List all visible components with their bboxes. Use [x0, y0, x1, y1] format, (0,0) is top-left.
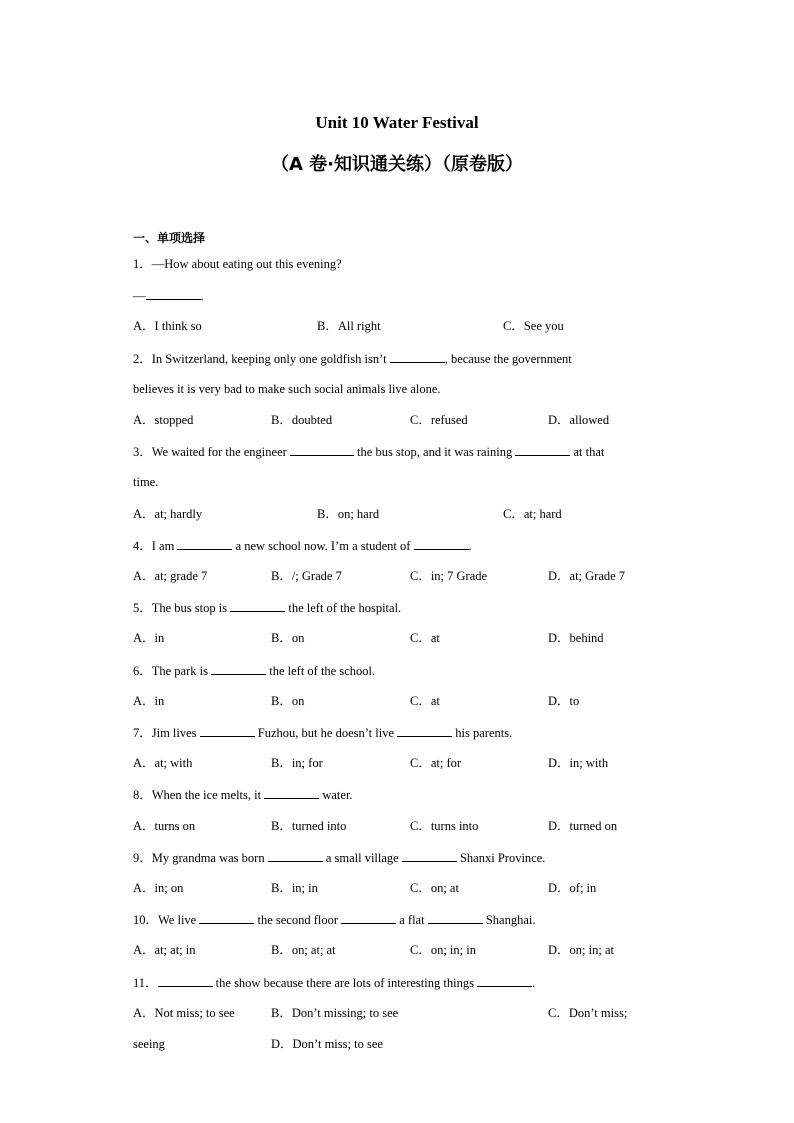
- question-9-option-a: A．in; on: [133, 881, 184, 895]
- question-4-stem: 4．I am a new school now. I’m a student of .: [133, 539, 472, 553]
- question-7-option-c: C．at; for: [410, 756, 462, 770]
- question-4-option-c: C．in; 7 Grade: [410, 569, 488, 583]
- question-9-stem: 9．My grandma was born a small village Shanxi Province.: [133, 851, 546, 865]
- question-5-option-a: A．in: [133, 631, 165, 645]
- answer-blank: [264, 786, 319, 799]
- question-11-option-d: D．Don’t miss; to see: [271, 1037, 383, 1051]
- question-10-option-a: A．at; at; in: [133, 943, 196, 957]
- question-3-stem-line2: time.: [133, 475, 159, 489]
- question-5-option-c: C．at: [410, 631, 440, 645]
- answer-blank: [515, 443, 570, 456]
- answer-blank: [414, 537, 469, 550]
- question-8-option-c: C．turns into: [410, 819, 479, 833]
- question-2-stem: 2．In Switzerland, keeping only one goldfish isn’t , because the government: [133, 352, 572, 366]
- answer-blank: [200, 724, 255, 737]
- question-8-stem: 8．When the ice melts, it water.: [133, 788, 353, 802]
- question-1-option-a: A．I think so: [133, 319, 202, 333]
- question-1-stem: 1．—How about eating out this evening?: [133, 257, 342, 271]
- answer-blank: [146, 287, 201, 300]
- question-6-option-d: D．to: [548, 694, 580, 708]
- question-2-option-d: D．allowed: [548, 413, 610, 427]
- answer-blank: [211, 662, 266, 675]
- question-3-option-b: B．on; hard: [317, 507, 380, 521]
- question-4-option-a: A．at; grade 7: [133, 569, 208, 583]
- question-7-stem: 7．Jim lives Fuzhou, but he doesn’t live his parents.: [133, 726, 513, 740]
- question-6-option-c: C．at: [410, 694, 440, 708]
- question-9-option-d: D．of; in: [548, 881, 597, 895]
- question-4-option-b: B．/; Grade 7: [271, 569, 342, 583]
- answer-blank: [290, 443, 354, 456]
- question-6-option-b: B．on: [271, 694, 305, 708]
- question-9-option-b: B．in; in: [271, 881, 318, 895]
- question-5-stem: 5．The bus stop is the left of the hospital.: [133, 601, 402, 615]
- question-7-option-d: D．in; with: [548, 756, 609, 770]
- question-11-option-b: B．Don’t missing; to see: [271, 1006, 399, 1020]
- question-10-option-b: B．on; at; at: [271, 943, 336, 957]
- question-2-option-c: C．refused: [410, 413, 468, 427]
- question-10-stem: 10．We live the second floor a flat Shanghai.: [133, 913, 536, 927]
- question-11-stem: 11． the show because there are lots of interesting things .: [133, 976, 536, 990]
- question-5-option-b: B．on: [271, 631, 305, 645]
- question-8-option-a: A．turns on: [133, 819, 196, 833]
- question-3-option-a: A．at; hardly: [133, 507, 203, 521]
- answer-blank: [428, 911, 483, 924]
- question-8-option-b: B．turned into: [271, 819, 347, 833]
- document-title: Unit 10 Water Festival: [315, 113, 479, 132]
- question-1-reply: — .: [133, 289, 204, 303]
- answer-blank: [390, 350, 445, 363]
- question-2-stem-line2: believes it is very bad to make such social animals live alone.: [133, 382, 441, 396]
- question-7-option-a: A．at; with: [133, 756, 193, 770]
- question-1-option-b: B．All right: [317, 319, 381, 333]
- question-11-option-c-cont: seeing: [133, 1037, 165, 1051]
- question-9-option-c: C．on; at: [410, 881, 459, 895]
- question-4-option-d: D．at; Grade 7: [548, 569, 626, 583]
- document-subtitle: （A 卷·知识通关练）（原卷版）: [270, 154, 524, 175]
- question-6-stem: 6．The park is the left of the school.: [133, 664, 376, 678]
- question-5-option-d: D．behind: [548, 631, 604, 645]
- question-1-option-c: C．See you: [503, 319, 564, 333]
- question-10-option-d: D．on; in; at: [548, 943, 614, 957]
- answer-blank: [397, 724, 452, 737]
- answer-blank: [158, 974, 213, 987]
- question-3-stem: 3．We waited for the engineer the bus stop, and it was raining at that: [133, 445, 605, 459]
- answer-blank: [230, 599, 285, 612]
- question-2-option-b: B．doubted: [271, 413, 333, 427]
- question-8-option-d: D．turned on: [548, 819, 618, 833]
- answer-blank: [402, 849, 457, 862]
- question-11-option-c: C．Don’t miss;: [548, 1006, 628, 1020]
- answer-blank: [199, 911, 254, 924]
- question-10-option-c: C．on; in; in: [410, 943, 476, 957]
- question-7-option-b: B．in; for: [271, 756, 323, 770]
- question-2-option-a: A．stopped: [133, 413, 194, 427]
- question-6-option-a: A．in: [133, 694, 165, 708]
- answer-blank: [268, 849, 323, 862]
- answer-blank: [477, 974, 532, 987]
- question-11-option-a: A．Not miss; to see: [133, 1006, 235, 1020]
- answer-blank: [177, 537, 232, 550]
- answer-blank: [341, 911, 396, 924]
- question-3-option-c: C．at; hard: [503, 507, 562, 521]
- section-heading: 一、单项选择: [133, 231, 206, 245]
